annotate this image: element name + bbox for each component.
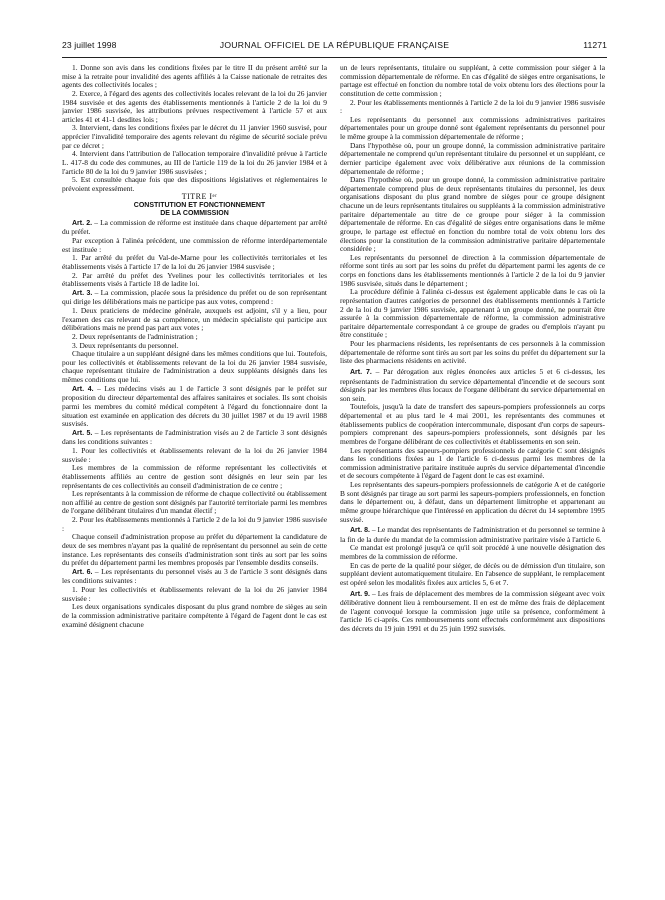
paragraph: Les représentants des sapeurs-pompiers professionnels de catégorie A et de catégorie B sont désignés par tirage au sort parmi les sapeurs-pompiers professionnels, en fonction dans le département ou, à défaut, dans un département limitrophe et appartenant au même groupe hiérarchique que l'intéressé en application du décret du 14 septembre 1995 susvisé. xyxy=(340,480,605,524)
paragraph: 3. Intervient, dans les conditions fixées par le décret du 11 janvier 1960 susvisé, pour apprécier l'invalidité temporaire des agents relevant du régime de sécurité sociale prévu par ce décret ; xyxy=(62,123,327,150)
paragraph: Chaque titulaire a un suppléant désigné dans les mêmes conditions que lui. Toutefois, pour les collectivités et établissements relevant de la loi du 26 janvier 1984 susvisée, chaque représentant titulaire de l'administration a deux suppléants désignés dans les mêmes conditions que lui. xyxy=(62,349,327,385)
paragraph: 3. Deux représentants du personnel. xyxy=(72,340,179,350)
article-paragraph xyxy=(340,526,605,544)
article-text: – Les représentants de l'administration visés au 2 de l'article 3 sont désignés dans les conditions suivantes : xyxy=(62,427,327,447)
article-paragraph xyxy=(340,590,605,634)
article-label: Art. 5. xyxy=(72,429,93,437)
paragraph: Les représentants des sapeurs-pompiers professionnels de catégorie C sont désignés dans les conditions fixées au 1 de l'article 6 ci-dessus parmi les membres de la commission administrative paritaire instituée auprès du service départemental d'incendie et de secours compétente à l'égard de l'agent dont le cas est examiné. xyxy=(340,445,605,481)
paragraph: Dans l'hypothèse où, pour un groupe donné, la commission administrative paritaire départementale ne comprend qu'un représentant titulaire du personnel et un suppléant, ce dernier participe également avec voix délibérative aux réunions de la commission départementale de réforme ; xyxy=(340,140,605,176)
paragraph: Les représentants à la commission de réforme de chaque collectivité ou établissement non affilié au centre de gestion sont désignés par l'autorité territoriale parmi les membres de l'organe délibérant titulaires d'un mandat électif ; xyxy=(62,489,327,516)
publication-date: 23 juillet 1998 xyxy=(62,40,117,50)
article-text: – La commission, placée sous la présidence du préfet ou de son représentant qui dirige les délibérations mais ne participe pas aux votes, comprend : xyxy=(62,287,327,307)
article-label: Art. 2. xyxy=(72,219,93,227)
section-title: TITRE Iᵉʳ xyxy=(181,192,218,202)
paragraph: Chaque conseil d'administration propose au préfet du département la candidature de deux de ses membres n'ayant pas la qualité de représentant du personnel au sein de cette instance. Les représentants des conseils d'administration sont tirés au sort par les soins du préfet du département parmi les membres proposés par l'ensemble desdits conseils. xyxy=(62,532,327,568)
header-rule xyxy=(62,57,607,58)
paragraph: 2. Pour les établissements mentionnés à l'article 2 de la loi du 9 janvier 1986 susvisée : xyxy=(340,97,605,116)
page-header xyxy=(62,40,607,54)
section-heading xyxy=(62,202,327,219)
paragraph: 2. Deux représentants de l'administration ; xyxy=(72,331,198,341)
article-label: Art. 6. xyxy=(72,568,93,576)
paragraph: Les représentants du personnel aux commissions administratives paritaires départementales pour un groupe donné sont également représentants du personnel pour le même groupe à la commission départementale de réforme ; xyxy=(340,114,605,141)
paragraph: 4. Intervient dans l'attribution de l'allocation temporaire d'invalidité prévue à l'article L. 417-8 du code des communes, au III de l'article 119 de la loi du 26 janvier 1984 et à l'article 80 de la loi du 9 janvier 1986 susvisées ; xyxy=(62,149,327,176)
journal-title: JOURNAL OFFICIEL DE LA RÉPUBLIQUE FRANÇAISE xyxy=(219,40,450,50)
paragraph: En cas de perte de la qualité pour siéger, de décès ou de démission d'un titulaire, son suppléant devient automatiquement titulaire. En l'absence de suppléant, le remplacement est opéré selon les modalités fixées aux articles 5, 6 et 7. xyxy=(340,560,605,587)
paragraph: un de leurs représentants, titulaire ou suppléant, à cette commission pour siéger à la commission départementale de réforme. En cas d'égalité de sièges entre organisations, le partage est effectué en fonction du nombre total de voix obtenu lors des élections pour la constitution de cette commission ; xyxy=(340,64,605,98)
paragraph: 2. Exerce, à l'égard des agents des collectivités locales relevant de la loi du 26 janvier 1984 susvisée et des agents des établissements mentionnés à l'article 2 de la loi du 9 janvier 1986 susvisée, les attributions prévues respectivement à l'article 57 et aux articles 41 et 41-1 desdites lois ; xyxy=(62,88,327,124)
article-paragraph xyxy=(62,429,327,447)
paragraph: Pour les pharmaciens résidents, les représentants de ces personnels à la commission départementale de réforme sont tirés au sort par les soins du préfet du département sur la liste des pharmaciens résidents en activité. xyxy=(340,339,605,366)
paragraph: 1. Par arrêté du préfet du Val-de-Marne pour les collectivités territoriales et les établissements visés à l'article 17 de la loi du 26 janvier 1984 susvisée ; xyxy=(62,253,327,271)
article-text: – Le mandat des représentants de l'administration et du personnel se termine à la fin de la durée du mandat de la commission administrative paritaire visée à l'article 6. xyxy=(340,525,605,544)
paragraph: 2. Pour les établissements mentionnés à l'article 2 de la loi du 9 janvier 1986 susvisée : xyxy=(62,515,327,533)
article-text: – Les représentants du personnel visés au 3 de l'article 3 sont désignés dans les conditions suivantes : xyxy=(62,566,327,586)
paragraph: 2. Par arrêté du préfet des Yvelines pour les collectivités territoriales et les établissements visés à l'article 18 de ladite loi. xyxy=(62,270,327,289)
paragraph: 1. Donne son avis dans les conditions fixées par le titre II du présent arrêté sur la mise à la retraite pour invalidité des agents affiliés à la Caisse nationale de retraites des agents des collectivités locales ; xyxy=(62,64,327,90)
paragraph: Ce mandat est prolongé jusqu'à ce qu'il soit procédé à une nouvelle désignation des membres de la commission de réforme. xyxy=(340,543,605,561)
article-paragraph xyxy=(62,289,327,307)
paragraph: 1. Pour les collectivités et établissements relevant de la loi du 26 janvier 1984 susvisée : xyxy=(62,585,327,603)
paragraph: Par exception à l'alinéa précédent, une commission de réforme interdépartementale est instituée : xyxy=(62,236,327,254)
left-column xyxy=(62,64,327,894)
article-text: – Par dérogation aux règles énoncées aux articles 5 et 6 ci-dessus, les représentants de l'administration du service départemental d'incendie et de secours sont désignés par les membres élus locaux de l'organe délibérant du service départemental en son sein. xyxy=(340,366,605,403)
article-text: – Les médecins visés au 1 de l'article 3 sont désignés par le préfet sur proposition du directeur départemental des affaires sanitaires et sociales. Ils sont choisis parmi les membres du comité médical compétent à l'égard du fonctionnaire dont la situation est examinée en application des décrets du 30 juillet 1987 et du 19 avril 1988 susvisés. xyxy=(62,383,327,429)
right-column xyxy=(340,64,605,894)
article-text: – La commission de réforme est instituée dans chaque département par arrêté du préfet. xyxy=(62,217,327,237)
paragraph: 1. Pour les collectivités et établissements relevant de la loi du 26 janvier 1984 susvisée : xyxy=(62,446,327,464)
paragraph: Les deux organisations syndicales disposant du plus grand nombre de sièges au sein de la commission administrative paritaire compétente à l'égard de l'agent dont le cas est examiné désignent chacune xyxy=(62,602,327,629)
article-text: – Les frais de déplacement des membres de la commission siégeant avec voix délibérative donnent lieu à remboursement. Il en est de même des frais de déplacement de l'agent convoqué lorsque la commission juge utile sa présence, conformément à l'article 16 ci-après. Ces remboursements sont effectués conformément aux dispositions des décrets du 19 juin 1991 et du 25 juin 1992 susvisés. xyxy=(340,588,605,633)
paragraph: Toutefois, jusqu'à la date de transfert des sapeurs-pompiers professionnels au corps départemental et au plus tard le 4 mai 2001, les représentants des communes et établissements publics de coopération intercommunale, disposant d'un corps de sapeurs-pompiers comprenant des sapeurs-pompiers professionnels, sont désignés par les membres de l'organe délibérant de ces collectivités et établissements en son sein. xyxy=(340,402,605,446)
section-heading-line: DE LA COMMISSION xyxy=(160,210,229,218)
article-paragraph xyxy=(62,385,327,429)
section-heading-line: CONSTITUTION ET FONCTIONNEMENT xyxy=(133,202,266,209)
paragraph: Les représentants du personnel de direction à la commission départementale de réforme sont tirés au sort par les soins du préfet du département parmi les agents de ce corps en fonctions dans les établissements mentionnés à l'article 2 de la loi du 9 janvier 1986 susvisée, situés dans le département ; xyxy=(340,252,605,288)
paragraph: Dans l'hypothèse où, pour un groupe donné, la commission administrative paritaire départementale comprend plus de deux représentants titulaires du personnel, les deux organisations disposant du plus grand nombre de sièges pour ce groupe désignent chacune un de leurs représentants titulaires ou suppléants à la commission administrative paritaire départementale au titre de ce groupe pour siéger à la commission départementale de réforme. En cas d'égalité de sièges entre organisations dans le même groupe, le partage est effectué en fonction du nombre total de voix obtenu lors des élections pour la constitution de la commission administrative paritaire départementale considérée ; xyxy=(340,175,605,254)
article-paragraph xyxy=(340,368,605,404)
article-label: Art. 7. xyxy=(350,368,372,376)
article-label: Art. 9. xyxy=(350,590,370,598)
article-label: Art. 3. xyxy=(72,289,93,297)
article-label: Art. 4. xyxy=(72,385,94,393)
page-number: 11271 xyxy=(583,40,607,50)
paragraph: La procédure définie à l'alinéa ci-dessus est également applicable dans le cas où la représentation d'autres catégories de personnel des établissements mentionnés à l'article 2 de la loi du 9 janvier 1986 susvisée, appartenant à un groupe donné, ne pourrait être assurée à la commission départementale de réforme, la commission administrative paritaire départementale correspondant à ce groupe de grades ou d'emplois n'ayant pu être constituée ; xyxy=(340,287,605,340)
paragraph: 1. Deux praticiens de médecine générale, auxquels est adjoint, s'il y a lieu, pour l'examen des cas relevant de sa compétence, un médecin spécialiste qui participe aux délibérations mais ne prend pas part aux votes ; xyxy=(62,306,327,333)
paragraph: Les membres de la commission de réforme représentant les collectivités et établissements affiliés au centre de gestion sont désignés en leur sein par les représentants de ces collectivités au conseil d'administration de ce centre ; xyxy=(62,463,327,490)
article-paragraph xyxy=(62,219,327,237)
paragraph: 5. Est consultée chaque fois que des dispositions législatives et réglementaires le prévoient expressément. xyxy=(62,175,327,193)
article-paragraph xyxy=(62,568,327,586)
article-label: Art. 8. xyxy=(350,527,370,535)
